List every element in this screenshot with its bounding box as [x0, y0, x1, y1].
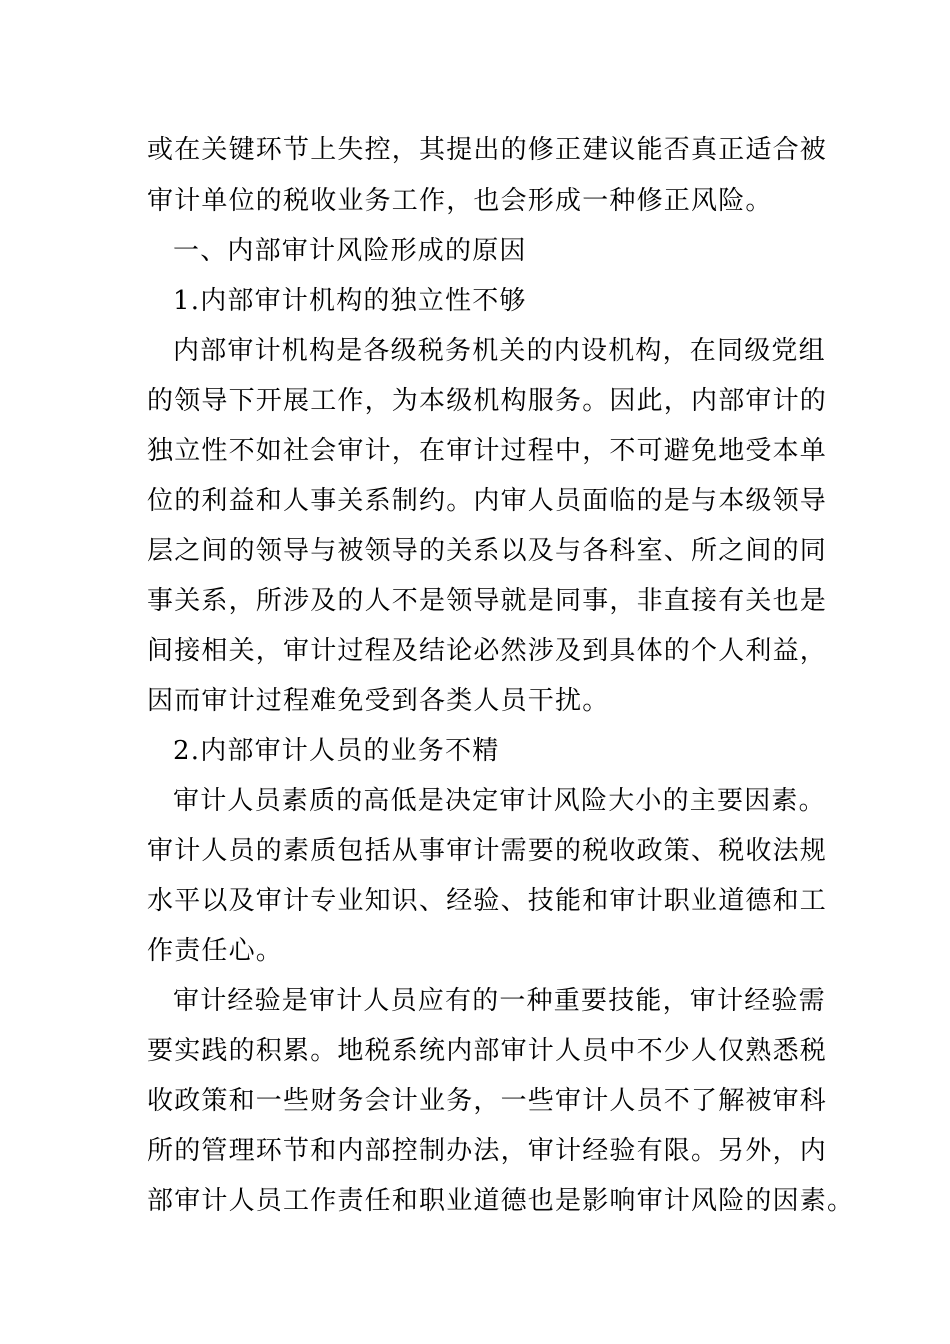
subsection-heading: 2.内部审计人员的业务不精: [173, 736, 500, 766]
paragraph-line: 间接相关，审计过程及结论必然涉及到具体的个人利益，: [147, 636, 828, 666]
paragraph-line: 的领导下开展工作，为本级机构服务。因此，内部审计的: [147, 386, 828, 416]
paragraph-line: 内部审计机构是各级税务机关的内设机构，在同级党组: [173, 336, 826, 366]
paragraph-line: 审计人员素质的高低是决定审计风险大小的主要因素。: [173, 786, 826, 816]
paragraph-line: 水平以及审计专业知识、经验、技能和审计职业道德和工: [147, 886, 828, 916]
paragraph-line: 位的利益和人事关系制约。内审人员面临的是与本级领导: [147, 486, 828, 516]
subsection-heading: 1.内部审计机构的独立性不够: [173, 286, 527, 316]
paragraph-line: 审计单位的税收业务工作，也会形成一种修正风险。: [147, 186, 773, 216]
section-heading: 一、内部审计风险形成的原因: [173, 236, 527, 266]
paragraph-line: 审计经验是审计人员应有的一种重要技能，审计经验需: [173, 986, 826, 1016]
paragraph-line: 或在关键环节上失控，其提出的修正建议能否真正适合被: [147, 135, 828, 165]
paragraph-line: 独立性不如社会审计，在审计过程中，不可避免地受本单: [147, 436, 828, 466]
paragraph-line: 事关系，所涉及的人不是领导就是同事，非直接有关也是: [147, 586, 828, 616]
paragraph-line: 审计人员的素质包括从事审计需要的税收政策、税收法规: [147, 836, 828, 866]
paragraph-line: 因而审计过程难免受到各类人员干扰。: [147, 686, 610, 716]
paragraph-line: 所的管理环节和内部控制办法，审计经验有限。另外，内: [147, 1136, 828, 1166]
paragraph-line: 层之间的领导与被领导的关系以及与各科室、所之间的同: [147, 536, 828, 566]
paragraph-line: 部审计人员工作责任和职业道德也是影响审计风险的因素。: [147, 1186, 855, 1216]
paragraph-line: 收政策和一些财务会计业务，一些审计人员不了解被审科: [147, 1086, 828, 1116]
paragraph-line: 要实践的积累。地税系统内部审计人员中不少人仅熟悉税: [147, 1036, 828, 1066]
paragraph-line: 作责任心。: [147, 936, 284, 966]
